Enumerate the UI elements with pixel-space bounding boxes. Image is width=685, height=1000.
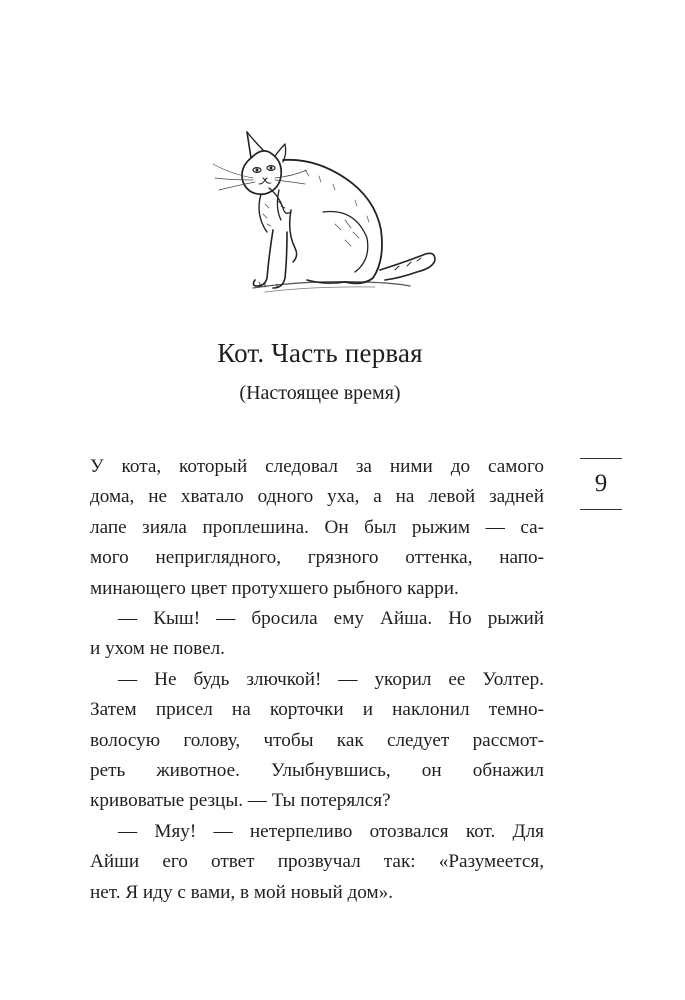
chapter-title: Кот. Часть первая: [217, 338, 423, 368]
text-line: минающего цвет протухшего рыбного карри.: [90, 577, 459, 599]
text-line: мого неприглядного, грязного оттенка, напо-: [90, 547, 544, 569]
text-line: — Не будь злючкой! — укорил ее Уолтер.: [118, 668, 544, 690]
text-line: нет. Я иду с вами, в мой новый дом».: [90, 881, 394, 903]
text-line: Айши его ответ прозвучал так: «Разумеется,: [90, 851, 544, 873]
text-line: и ухом не повел.: [90, 638, 225, 660]
text-line: лапе зияла проплешина. Он был рыжим — са-: [90, 516, 544, 538]
cat-scratching-illustration: [195, 120, 445, 300]
text-line: У кота, который следовал за ними до самого: [90, 456, 544, 477]
text-line: волосую голову, чтобы как следует рассмот-: [90, 729, 544, 751]
text-line: дома, не хватало одного уха, а на левой задней: [90, 486, 544, 508]
chapter-body-text: [90, 452, 544, 908]
text-line: Затем присел на корточки и наклонил темно-: [90, 699, 544, 721]
text-line: реть животное. Улыбнувшись, он обнажил: [90, 760, 544, 782]
chapter-subtitle: (Настоящее время): [239, 382, 401, 404]
text-line: — Кыш! — бросила ему Айша. Но рыжий: [118, 608, 544, 630]
page-number: [580, 458, 622, 510]
text-line: — Мяу! — нетерпеливо отозвался кот. Для: [118, 820, 544, 842]
page-number-label: 9: [594, 470, 608, 497]
text-line: кривоватые резцы. — Ты потерялся?: [90, 790, 391, 812]
